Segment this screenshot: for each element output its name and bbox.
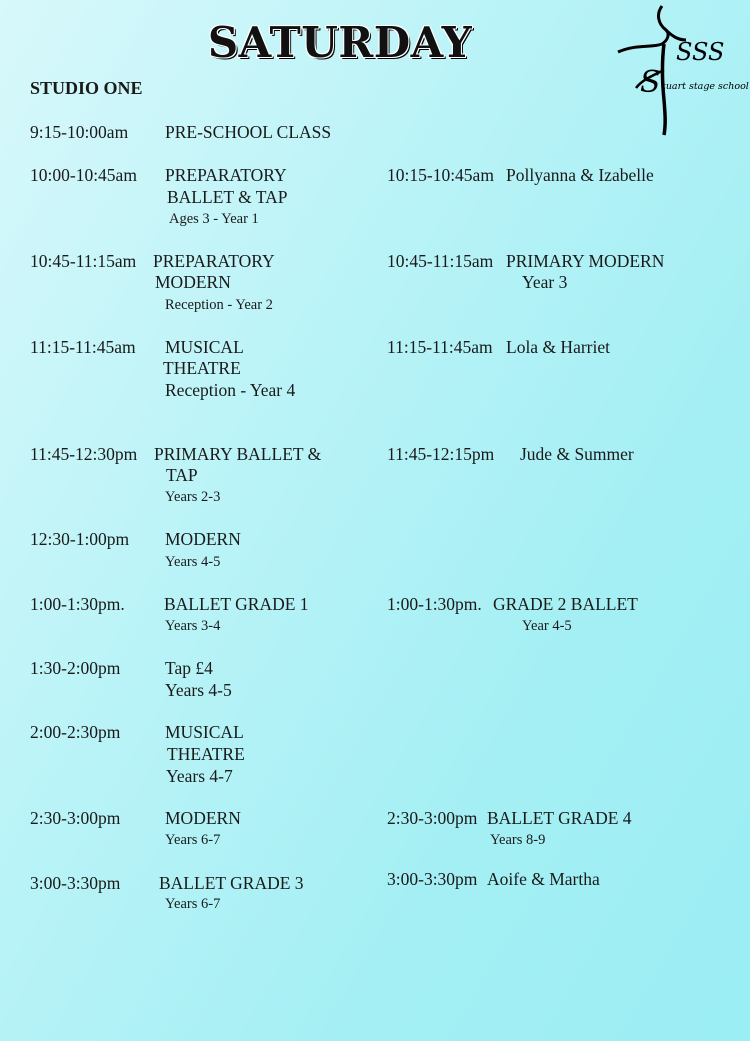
class-time: 11:45-12:30pm xyxy=(30,444,138,464)
right-class-time: 11:15-11:45am xyxy=(387,337,493,357)
class-name: MODERN xyxy=(165,529,241,549)
logo-initials: SSS xyxy=(676,38,725,66)
class-age-note: Years 4-5 xyxy=(165,680,232,700)
right-class-time: 11:45-12:15pm xyxy=(387,444,495,464)
class-name: PRIMARY BALLET & xyxy=(154,444,322,464)
class-time: 11:15-11:45am xyxy=(30,337,136,357)
school-logo xyxy=(612,0,750,140)
class-name: THEATRE xyxy=(167,744,245,764)
right-class-age-note: Years 8-9 xyxy=(490,832,546,848)
right-class-name: Lola & Harriet xyxy=(506,337,610,357)
page-title: SATURDAY xyxy=(207,18,473,67)
class-name: PRE-SCHOOL CLASS xyxy=(165,122,332,142)
class-time: 1:00-1:30pm. xyxy=(30,594,125,614)
class-time: 9:15-10:00am xyxy=(30,122,129,142)
class-name: BALLET GRADE 3 xyxy=(159,873,304,893)
right-class-time: 10:15-10:45am xyxy=(387,165,494,185)
class-name: MODERN xyxy=(155,272,231,292)
class-time: 2:00-2:30pm xyxy=(30,722,121,742)
studio-heading: STUDIO ONE xyxy=(30,78,143,98)
class-time: 10:45-11:15am xyxy=(30,251,137,271)
class-age-note: Years 4-7 xyxy=(166,766,233,786)
class-name: PREPARATORY xyxy=(153,251,275,271)
right-class-time: 1:00-1:30pm. xyxy=(387,594,482,614)
right-class-name: BALLET GRADE 4 xyxy=(487,808,632,828)
right-class-age-note: Year 3 xyxy=(522,272,568,292)
class-age-note: Years 6-7 xyxy=(165,832,221,848)
class-name: THEATRE xyxy=(163,358,241,378)
class-time: 3:00-3:30pm xyxy=(30,873,121,893)
class-name: MUSICAL xyxy=(165,337,244,357)
right-class-time: 2:30-3:00pm xyxy=(387,808,478,828)
class-name: BALLET GRADE 1 xyxy=(164,594,309,614)
logo-initial-s: S xyxy=(640,65,661,100)
class-name: Tap £4 xyxy=(165,658,213,678)
class-age-note: Years 6-7 xyxy=(165,896,221,912)
right-class-time: 10:45-11:15am xyxy=(387,251,494,271)
class-name: PREPARATORY xyxy=(165,165,287,185)
class-age-note: Years 2-3 xyxy=(165,489,221,505)
class-age-note: Years 4-5 xyxy=(165,554,221,570)
logo-wordmark: tuart stage school xyxy=(662,81,749,92)
right-class-time: 3:00-3:30pm xyxy=(387,869,478,889)
class-time: 12:30-1:00pm xyxy=(30,529,130,549)
class-age-note: Reception - Year 2 xyxy=(165,297,273,313)
right-class-name: GRADE 2 BALLET xyxy=(493,594,638,614)
right-class-name: Pollyanna & Izabelle xyxy=(506,165,654,185)
class-time: 1:30-2:00pm xyxy=(30,658,121,678)
class-age-note: Years 3-4 xyxy=(165,618,221,634)
class-time: 2:30-3:00pm xyxy=(30,808,121,828)
class-name: MUSICAL xyxy=(165,722,244,742)
class-age-note: Ages 3 - Year 1 xyxy=(169,211,259,227)
class-time: 10:00-10:45am xyxy=(30,165,137,185)
right-class-name: Aoife & Martha xyxy=(487,869,600,889)
right-class-name: Jude & Summer xyxy=(520,444,634,464)
class-name: MODERN xyxy=(165,808,241,828)
right-class-name: PRIMARY MODERN xyxy=(506,251,665,271)
class-name: BALLET & TAP xyxy=(167,187,288,207)
class-age-note: Reception - Year 4 xyxy=(165,380,296,400)
right-class-age-note: Year 4-5 xyxy=(522,618,572,634)
class-name: TAP xyxy=(166,465,198,485)
